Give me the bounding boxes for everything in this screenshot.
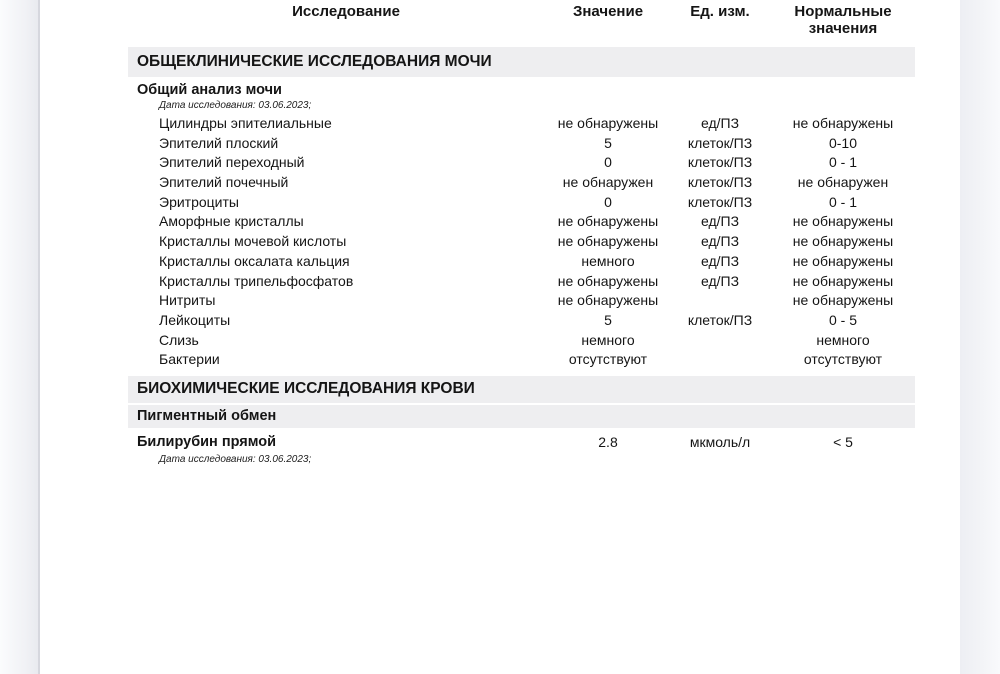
analyte-normal: не обнаружены [792,115,894,131]
analyte-name: Слизь [159,331,199,348]
analyte-unit: ед/ПЗ [700,213,740,230]
table-row [128,311,915,331]
page-left-gutter [0,0,40,674]
column-header-test: Исследование [292,3,400,20]
results-table [128,0,915,465]
analyte-normal: 0 - 1 [828,193,857,210]
analyte-normal: 0 - 5 [828,311,857,328]
analyte-value: не обнаружены [557,272,659,289]
analyte-value: 0 [604,154,612,171]
analyte-rows [128,114,915,370]
table-row [128,193,915,213]
study-date: Дата исследования: 03.06.2023; [159,100,312,111]
analyte-normal: < 5 [833,433,853,450]
analyte-value: немного [581,331,635,348]
analyte-name: Нитриты [159,292,216,309]
analyte-value: не обнаружены [557,213,659,230]
analyte-value: 2.8 [598,433,618,450]
table-row [128,291,915,311]
lab-results-document [42,0,960,674]
analyte-name: Эпителий почечный [159,174,289,191]
column-header-value: Значение [572,3,644,20]
column-header-normal: Нормальные значения [794,3,892,37]
analyte-name: Кристаллы оксалата кальция [159,252,350,269]
table-row [128,433,915,452]
analyte-value: 5 [604,311,612,328]
table-row [128,153,915,173]
page-right-gutter [960,0,1000,674]
column-header-unit: Ед. изм. [690,3,750,20]
analyte-value: не обнаружены [557,115,659,131]
analyte-unit: клеток/ПЗ [687,154,753,171]
analyte-unit: мкмоль/л [689,433,751,450]
analyte-name: Эпителий плоский [159,134,279,151]
table-row [128,272,915,292]
analyte-normal: не обнаружены [792,213,894,230]
analyte-normal: отсутствуют [803,351,883,368]
analyte-name: Кристаллы мочевой кислоты [159,233,347,250]
analyte-unit: ед/ПЗ [700,233,740,250]
analyte-unit: ед/ПЗ [700,252,740,269]
analyte-unit: ед/ПЗ [700,272,740,289]
results-table-header [128,0,915,37]
analyte-normal: не обнаружены [792,272,894,289]
analyte-unit: клеток/ПЗ [687,174,753,191]
table-row [128,212,915,232]
table-row [128,173,915,193]
analyte-value: не обнаружены [557,233,659,250]
analyte-unit: ед/ПЗ [700,115,740,131]
analyte-name: Бактерии [159,351,220,368]
subsection-header-pigment [128,405,915,428]
subsection-title: Пигментный обмен [137,408,277,425]
table-row [128,252,915,272]
study-date: Дата исследования: 03.06.2023; [159,453,312,465]
analyte-name: Лейкоциты [159,311,231,328]
section-title: БИОХИМИЧЕСКИЕ ИССЛЕДОВАНИЯ КРОВИ [137,380,475,398]
analyte-name: Цилиндры эпителиальные [159,115,332,131]
analyte-value: 0 [604,193,612,210]
analyte-value: немного [581,252,635,269]
analyte-normal: не обнаружены [792,233,894,250]
section-header-biochem [128,376,915,403]
analyte-name: Эпителий переходный [159,154,305,171]
analyte-name: Аморфные кристаллы [159,213,304,230]
analyte-name: Билирубин прямой [137,433,277,450]
analyte-value: не обнаружен [562,174,654,191]
analyte-normal: 0-10 [828,134,858,151]
analyte-normal: 0 - 1 [828,154,857,171]
analyte-unit: клеток/ПЗ [687,193,753,210]
analyte-value: не обнаружены [557,292,659,309]
analyte-value: 5 [604,134,612,151]
analyte-normal: не обнаружены [792,252,894,269]
analyte-unit: клеток/ПЗ [687,311,753,328]
table-row [128,232,915,252]
section-header-urine [128,47,915,77]
analyte-normal: не обнаружены [792,292,894,309]
analyte-value: отсутствуют [568,351,648,368]
table-row [128,134,915,154]
panel-title-urinalysis: Общий анализ мочи [137,82,282,98]
table-row [128,331,915,351]
table-row [128,350,915,370]
table-row [128,114,915,134]
analyte-unit: клеток/ПЗ [687,134,753,151]
analyte-name: Эритроциты [159,193,239,210]
analyte-normal: немного [816,331,870,348]
section-title: ОБЩЕКЛИНИЧЕСКИЕ ИССЛЕДОВАНИЯ МОЧИ [137,53,492,70]
analyte-normal: не обнаружен [797,174,889,191]
analyte-name: Кристаллы трипельфосфатов [159,272,354,289]
